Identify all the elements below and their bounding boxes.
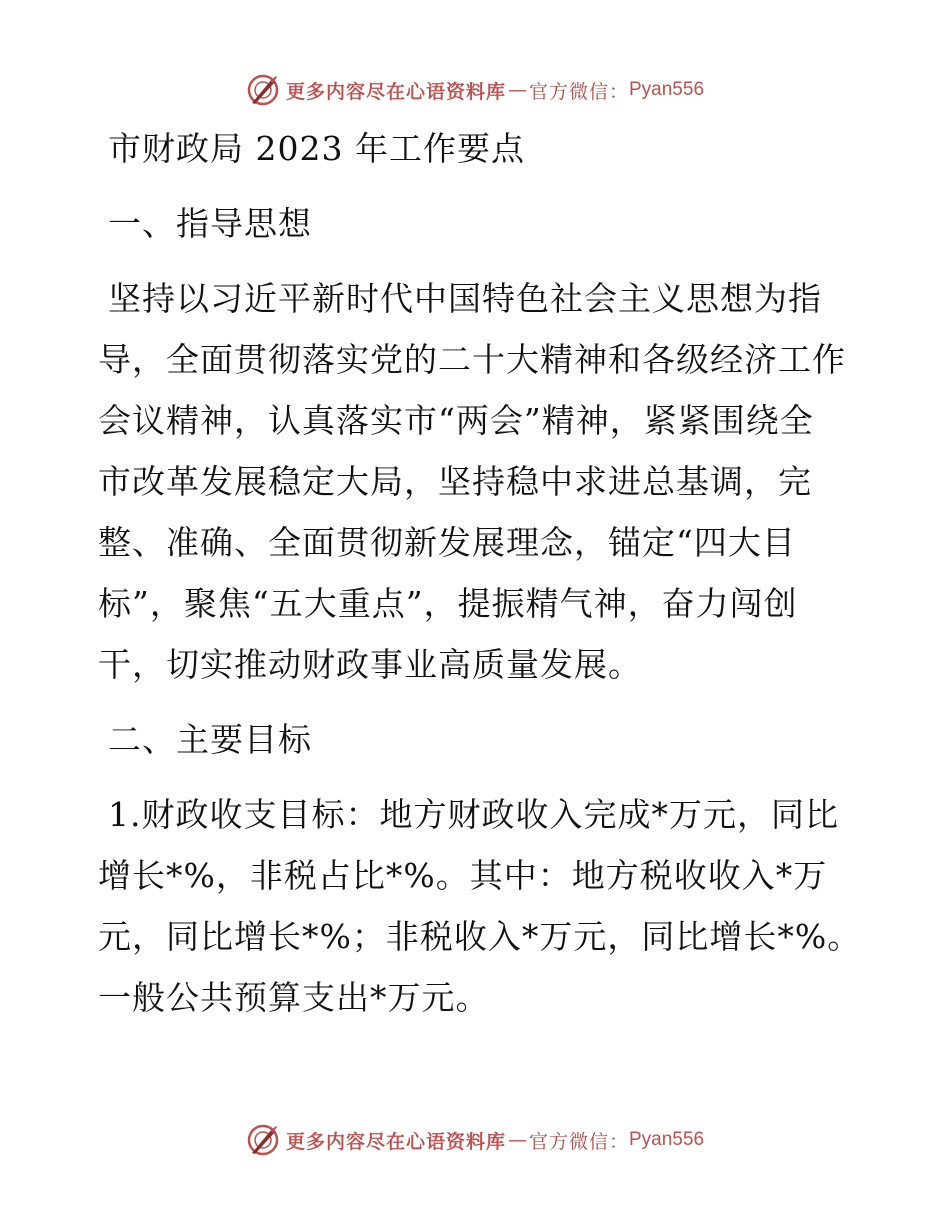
wechat-id: Pyan556 xyxy=(629,1129,705,1150)
quill-logo-icon xyxy=(246,1123,280,1157)
document-title: 市财政局 2023 年工作要点 xyxy=(108,129,525,168)
wechat-id: Pyan556 xyxy=(629,79,705,100)
paragraph-line: 1.财政收支目标：地方财政收入完成*万元，同比 xyxy=(108,795,839,834)
paragraph-line: 整、准确、全面贯彻新发展理念，锚定“四大目 xyxy=(98,523,796,562)
footer-watermark-banner xyxy=(0,1120,950,1160)
paragraph-line: 元，同比增长*%；非税收入*万元，同比增长*%。 xyxy=(98,917,862,956)
section2-paragraph xyxy=(98,784,862,1028)
official-wechat-label: 官方微信： xyxy=(528,80,629,103)
header-watermark-banner xyxy=(0,70,950,110)
paragraph-line: 干，切实推动财政事业高质量发展。 xyxy=(98,645,642,684)
paragraph-line: 会议精神，认真落实市“两会”精神，紧紧围绕全 xyxy=(98,401,814,440)
paragraph-line: 导，全面贯彻落实党的二十大精神和各级经济工作 xyxy=(98,340,846,379)
paragraph-line: 坚持以习近平新时代中国特色社会主义思想为指 xyxy=(108,279,822,318)
promo-text: 更多内容尽在心语资料库 xyxy=(285,80,506,103)
document-body xyxy=(98,118,862,1028)
quill-logo-icon xyxy=(246,73,280,107)
paragraph-line: 市改革发展稳定大局，坚持稳中求进总基调，完 xyxy=(98,462,812,501)
official-wechat-label: 官方微信： xyxy=(528,1130,629,1153)
banner-dash: — xyxy=(507,79,527,101)
banner-dash: — xyxy=(507,1129,527,1151)
promo-text: 更多内容尽在心语资料库 xyxy=(285,1130,506,1153)
section1-paragraph xyxy=(98,268,858,695)
section1-heading: 一、指导思想 xyxy=(108,204,312,243)
paragraph-line: 标”，聚焦“五大重点”，提振精气神，奋力闯创 xyxy=(98,584,798,623)
paragraph-line: 一般公共预算支出*万元。 xyxy=(98,978,490,1017)
section2-heading: 二、主要目标 xyxy=(108,720,312,759)
paragraph-line: 增长*%，非税占比*%。其中：地方税收收入*万 xyxy=(98,856,828,895)
